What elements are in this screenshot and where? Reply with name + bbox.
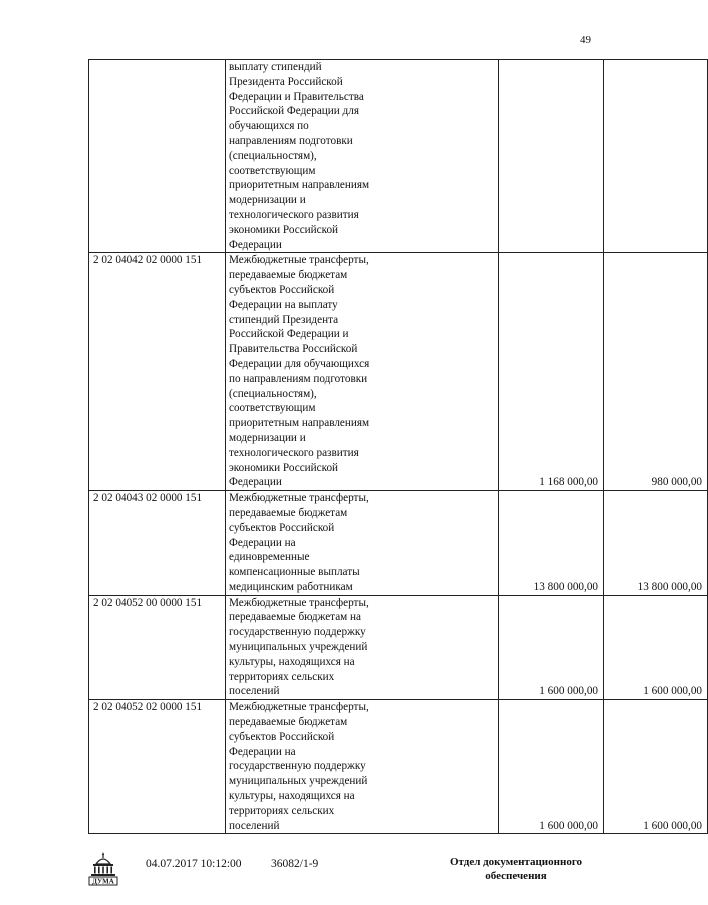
row-description — [226, 491, 499, 596]
row-amount-2: 980 000,00 — [604, 253, 708, 491]
row-description — [226, 595, 499, 700]
table-row — [89, 60, 708, 253]
row-description — [226, 700, 499, 834]
duma-logo — [88, 851, 118, 885]
budget-table — [88, 59, 708, 834]
page-number: 49 — [580, 34, 591, 46]
row-code: 2 02 04042 02 0000 151 — [89, 253, 226, 491]
row-description-text: Межбюджетные трансферты, передаваемые бюджетам субъектов Российской Федерации на государственную поддержку муниципальных учреждений культуры, находящихся на территориях сельских поселений — [229, 701, 369, 832]
row-description-text: Межбюджетные трансферты, передаваемые бюджетам субъектов Российской Федерации на единовременные компенсационные выплаты медицинским работникам — [229, 492, 369, 593]
row-description-text: Межбюджетные трансферты, передаваемые бюджетам на государственную поддержку муниципальных учреждений культуры, находящихся на территориях сельских поселений — [229, 596, 369, 698]
logo-text: ДУМА — [92, 877, 114, 886]
row-code: 2 02 04043 02 0000 151 — [89, 491, 226, 596]
row-amount-2 — [604, 60, 708, 253]
table-row — [89, 253, 708, 491]
row-amount-1: 13 800 000,00 — [499, 491, 604, 596]
row-code: 2 02 04052 00 0000 151 — [89, 595, 226, 700]
table-row — [89, 491, 708, 596]
row-amount-1: 1 168 000,00 — [499, 253, 604, 491]
row-description — [226, 60, 499, 253]
row-amount-1: 1 600 000,00 — [499, 595, 604, 700]
row-description-text: выплату стипендий Президента Российской Федерации и Правительства Российской Федерации для обучающихся по направлениям подготовки (специальностям), соответствующим приоритетным направлениям модернизации и технологического развития экономики Российской Федерации — [229, 61, 370, 251]
row-code: 2 02 04052 02 0000 151 — [89, 700, 226, 834]
row-description-text: Межбюджетные трансферты, передаваемые бюджетам субъектов Российской Федерации на выплату стипендий Президента Российской Федерации и Правительства Российской Федерации для обучающихся по направлениям подготовки (специальностям), соответствующим приоритетным направлениям модернизации и технологического развития экономики Российской Федерации — [229, 254, 370, 489]
row-amount-1 — [499, 60, 604, 253]
row-description — [226, 253, 499, 491]
row-amount-1: 1 600 000,00 — [499, 700, 604, 834]
footer-date: 04.07.2017 10:12:00 — [146, 858, 242, 870]
row-code — [89, 60, 226, 253]
footer-document-number: 36082/1-9 — [271, 858, 319, 870]
footer-department: Отдел документационного обеспечения — [449, 856, 583, 882]
row-amount-2: 13 800 000,00 — [604, 491, 708, 596]
table-row — [89, 700, 708, 834]
row-amount-2: 1 600 000,00 — [604, 595, 708, 700]
table-row — [89, 595, 708, 700]
row-amount-2: 1 600 000,00 — [604, 700, 708, 834]
duma-building-icon — [88, 851, 118, 885]
